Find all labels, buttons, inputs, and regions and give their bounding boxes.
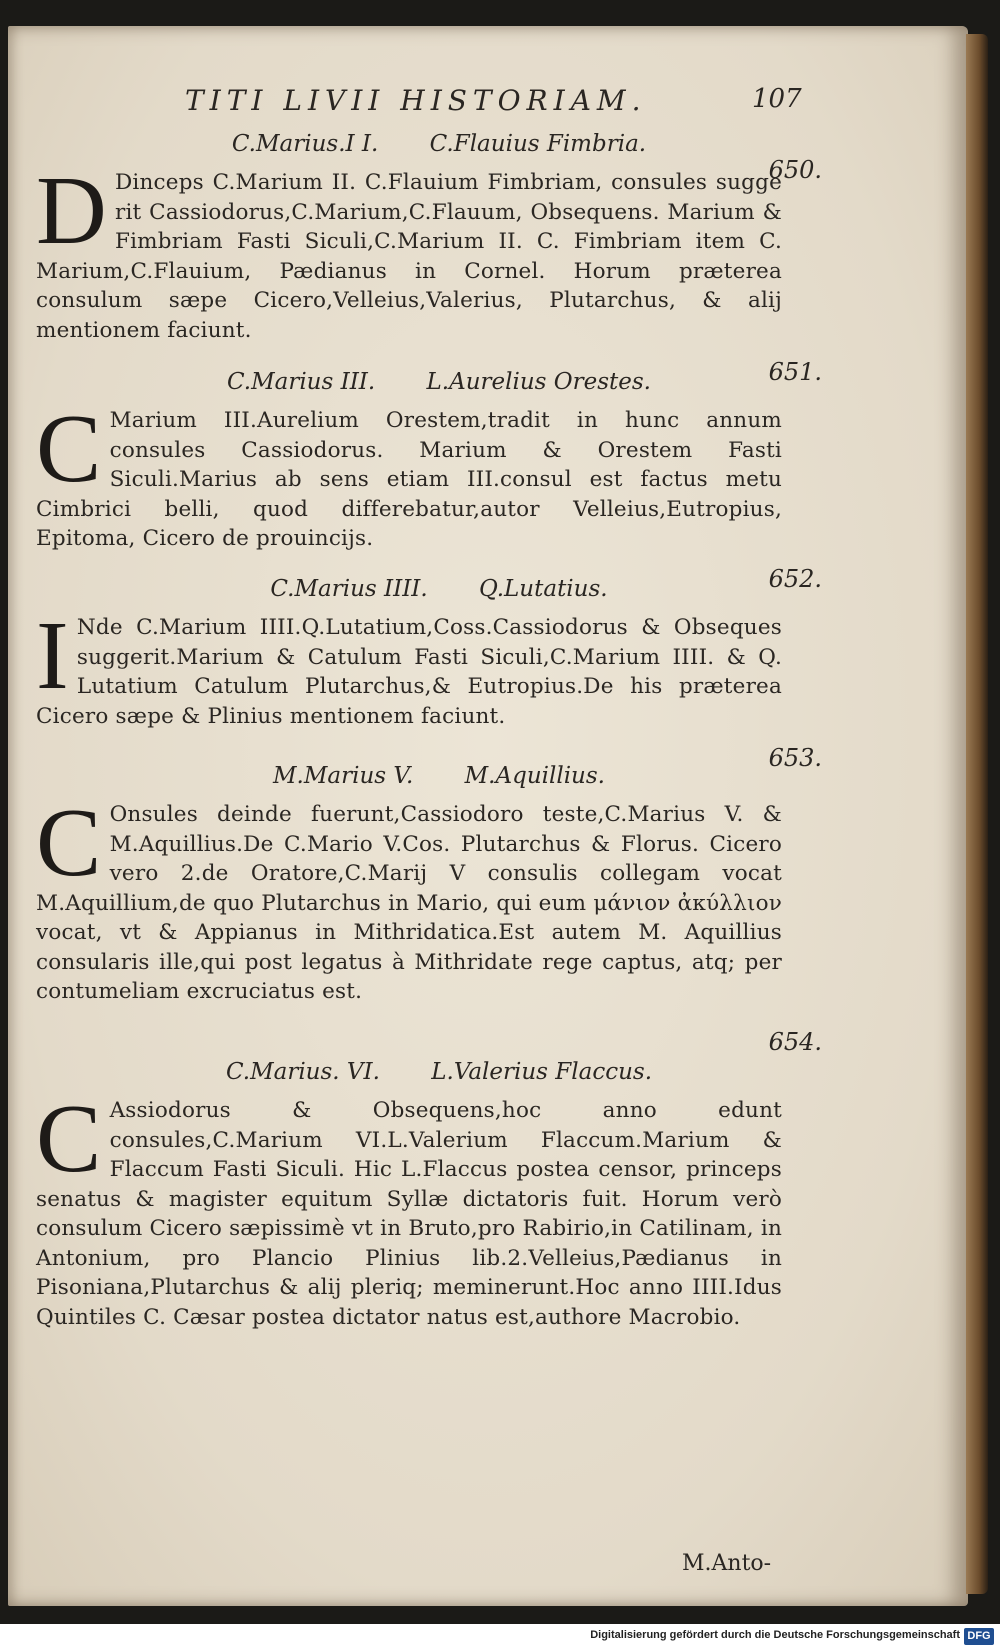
drop-initial: C <box>36 395 102 503</box>
year-marker: 654. <box>768 1028 822 1056</box>
paragraph <box>36 602 782 731</box>
year-marker: 651. <box>768 358 822 386</box>
running-head <box>0 84 1000 124</box>
section-651 <box>36 358 822 554</box>
dfg-logo-icon[interactable]: DFG <box>964 1628 994 1645</box>
section-heading <box>36 1054 782 1090</box>
footer-credit: Digitalisierung gefördert durch die Deutsche Forschungsgemeinschaft <box>590 1629 960 1641</box>
running-title: TITI LIVII HISTORIAM. <box>185 84 647 117</box>
consul-name: C.Marius IIII. <box>270 576 428 602</box>
digitization-footer <box>0 1624 1000 1650</box>
consul-name: M.Aquillius. <box>464 763 605 789</box>
paragraph <box>36 1085 782 1332</box>
drop-initial: C <box>36 1085 102 1193</box>
paragraph-text: Dinceps C.Marium II. C.Flauium Fimbriam, consules sugge rit Cassiodorus,C.Marium,C.Flauum, Obsequens. Marium & Fimbriam Fasti Siculi,C.Marium II. C. Fimbriam item C. Marium,C.Flauium, Pædianus in Cornel. Horum præterea consulum sæpe Cicero,Velleius,Valerius, Plutarchus, & alij mentionem faciunt. <box>36 170 782 343</box>
year-marker: 653. <box>768 744 822 772</box>
consul-name: M.Marius V. <box>273 763 414 789</box>
paragraph <box>36 157 782 345</box>
paragraph <box>36 789 782 1007</box>
paragraph-text: Marium III.Aurelium Orestem,tradit in hunc annum consules Cassiodorus. Marium & Orestem Fasti Siculi.Marius ab sens etiam III.consul est factus metu Cimbrici belli, quod differebatur,autor Velleius,Eutropius, Epitoma, Cicero de prouincijs. <box>36 408 782 551</box>
section-650 <box>36 126 822 345</box>
drop-initial: C <box>36 789 102 897</box>
page-edge <box>966 34 988 1594</box>
section-heading <box>36 364 782 400</box>
catchword: M.Anto- <box>682 1551 772 1576</box>
page-number: 107 <box>752 84 802 114</box>
consul-name: L.Valerius Flaccus. <box>431 1059 653 1085</box>
year-marker: 650. <box>768 156 822 184</box>
consul-name: C.Marius III. <box>226 369 376 395</box>
section-heading <box>36 758 782 794</box>
section-652 <box>36 565 822 731</box>
section-653 <box>36 744 822 1007</box>
consul-name: C.Marius.I I. <box>231 131 379 157</box>
year-marker: 652. <box>768 565 822 593</box>
paragraph-text: Onsules deinde fuerunt,Cassiodoro teste,C.Marius V. & M.Aquillius.De C.Mario V.Cos. Plutarchus & Florus. Cicero vero 2.de Oratore,C.Marij V consulis collegam vocat M.Aquillium,de quo Plutarchus in Mario, qui eum μάνιον ἀκύλλιον vocat, vt & Appianus in Mithridatica.Est autem M. Aquillius consularis ille,qui post legatus à Mithridate rege captus, atq; per contumeliam excruciatus est. <box>36 802 782 1004</box>
consul-name: Q.Lutatius. <box>479 576 608 602</box>
consul-name: L.Aurelius Orestes. <box>426 369 651 395</box>
drop-initial: I <box>36 602 69 710</box>
section-heading <box>36 126 782 162</box>
consul-name: C.Flauius Fimbria. <box>429 131 647 157</box>
section-654 <box>36 1028 822 1332</box>
paragraph <box>36 395 782 554</box>
drop-initial: D <box>36 157 107 265</box>
paragraph-text: Nde C.Marium IIII.Q.Lutatium,Coss.Cassiodorus & Obseques suggerit.Marium & Catulum Fasti Siculi,C.Marium IIII. & Q. Lutatium Catulum Plutarchus,& Eutropius.De his præterea Cicero sæpe & Plinius mentionem faciunt. <box>36 615 782 729</box>
paragraph-text: Assiodorus & Obsequens,hoc anno edunt consules,C.Marium VI.L.Valerium Flaccum.Marium & Flaccum Fasti Siculi. Hic L.Flaccus postea censor, princeps senatus & magister equitum Syllæ dictatoris fuit. Horum verò consulum Cicero sæpissimè vt in Bruto,pro Rabirio,in Catilinam, in Antonium, pro Plancio Plinius lib.2.Velleius,Pædianus in Pisoniana,Plutarchus & alij pleriq; meminerunt.Hoc anno IIII.Idus Quintiles C. Cæsar postea dictator natus est,authore Macrobio. <box>36 1098 782 1330</box>
section-heading <box>36 571 782 607</box>
consul-name: C.Marius. VI. <box>225 1059 380 1085</box>
